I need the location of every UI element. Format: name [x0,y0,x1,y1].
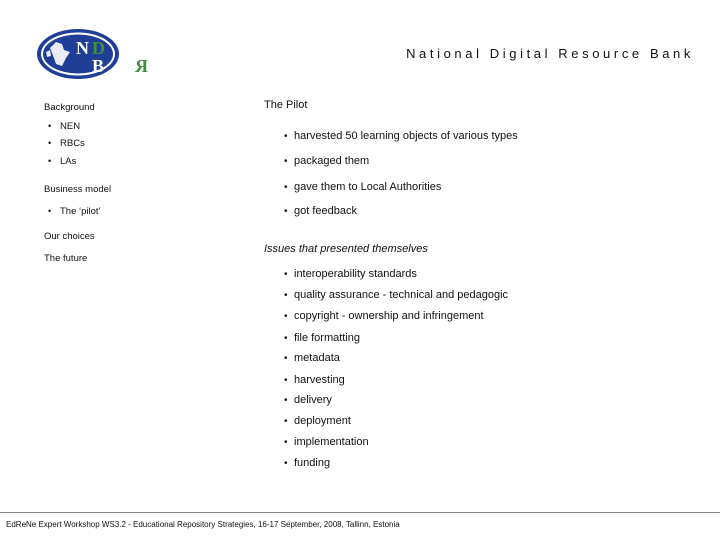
nav-background[interactable]: Background [44,102,95,113]
bullet-icon: • [284,458,288,469]
issue-item [284,436,369,448]
issue-item-text: delivery [294,394,332,406]
ndrb-logo [36,28,148,80]
pilot-item-text: got feedback [294,205,357,217]
issue-item-text: metadata [294,352,340,364]
bullet-icon: • [284,206,288,217]
pilot-item-text: harvested 50 learning objects of various types [294,130,518,142]
issue-item-text: file formatting [294,332,361,344]
nav-the-future[interactable]: The future [44,253,88,264]
bullet-icon: • [284,182,288,193]
bullet-icon: • [48,156,52,166]
issue-item [284,289,508,301]
svg-text:R: R [135,56,148,76]
pilot-item [284,155,369,167]
nav-item-label: The ‘pilot’ [60,206,101,217]
ndrb-logo-icon [36,28,148,80]
nav-business-model[interactable]: Business model [44,184,112,195]
bullet-icon: • [48,206,52,216]
bullet-icon: • [284,395,288,406]
svg-text:B: B [92,56,105,76]
issue-item-text: quality assurance - technical and pedagogic [294,289,509,301]
issue-item [284,374,345,386]
issue-item-text: copyright - ownership and infringement [294,310,484,322]
issue-item [284,457,330,469]
issue-item [284,310,484,322]
footer-text: EdReNe Expert Workshop WS3.2 - Educational Repository Strategies, 16-17 September, 2008, Tallinn, Estonia [6,520,400,529]
issue-item-text: deployment [294,415,351,427]
pilot-item-text: packaged them [294,155,370,167]
nav-our-choices[interactable]: Our choices [44,231,95,242]
bullet-icon: • [48,138,52,148]
issue-item [284,352,340,364]
issue-item [284,332,360,344]
nav-item-pilot[interactable] [48,206,101,217]
nav-item-label: LAs [60,156,77,167]
issue-item-text: funding [294,457,331,469]
svg-text:D: D [92,38,105,58]
issue-item [284,415,351,427]
nav-item-las[interactable] [48,156,76,167]
bank-title: National Digital Resource Bank [406,46,694,61]
nav-item-rbcs[interactable] [48,138,85,149]
footer-divider [0,512,720,513]
bullet-icon: • [284,156,288,167]
nav-item-nen[interactable] [48,121,80,132]
pilot-heading: The Pilot [264,99,308,111]
pilot-item [284,130,518,142]
issue-item-text: interoperability standards [294,268,417,280]
issue-item-text: harvesting [294,374,345,386]
bullet-icon: • [48,121,52,131]
issue-item [284,394,332,406]
issue-item-text: implementation [294,436,369,448]
bullet-icon: • [284,290,288,301]
bullet-icon: • [284,416,288,427]
bullet-icon: • [284,333,288,344]
issues-heading: Issues that presented themselves [264,243,428,255]
bullet-icon: • [284,437,288,448]
bullet-icon: • [284,375,288,386]
bullet-icon: • [284,269,288,280]
issue-item [284,268,417,280]
bullet-icon: • [284,311,288,322]
pilot-item [284,181,441,193]
bullet-icon: • [284,131,288,142]
pilot-item-text: gave them to Local Authorities [294,181,442,193]
nav-item-label: NEN [60,121,81,132]
bullet-icon: • [284,353,288,364]
pilot-item [284,205,357,217]
svg-text:N: N [76,38,89,58]
nav-item-label: RBCs [60,138,85,149]
